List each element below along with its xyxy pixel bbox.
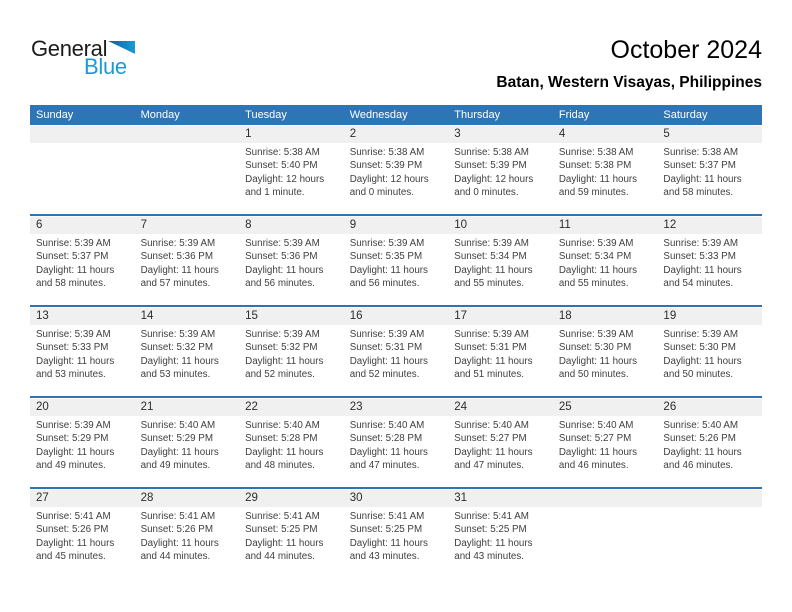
sunrise-text: Sunrise: 5:39 AM — [36, 329, 111, 340]
week-row — [30, 487, 762, 578]
day-number: 15 — [245, 310, 258, 322]
day-cell — [448, 325, 553, 396]
calendar-table — [30, 105, 762, 578]
day-number-band — [30, 126, 762, 143]
day-cell — [553, 416, 658, 487]
sunset-text: Sunset: 5:36 PM — [140, 251, 213, 263]
daylight-text-line1: Daylight: 11 hours — [245, 264, 324, 276]
sunset-text: Sunset: 5:31 PM — [454, 342, 527, 354]
sunset-text: Sunset: 5:26 PM — [140, 524, 213, 536]
sunrise-text: Sunrise: 5:38 AM — [663, 147, 739, 158]
week-content-row — [30, 325, 762, 396]
day-number: 12 — [663, 219, 677, 231]
day-cell — [135, 325, 240, 396]
daylight-text-line1: Daylight: 11 hours — [454, 264, 533, 276]
sunset-text: Sunset: 5:32 PM — [140, 342, 213, 354]
sunrise-text: Sunrise: 5:39 AM — [245, 238, 320, 249]
day-number: 21 — [140, 401, 154, 413]
empty-day-number — [657, 490, 762, 507]
sunset-text: Sunset: 5:27 PM — [454, 433, 527, 445]
day-number: 28 — [140, 492, 154, 504]
logo-text-blue: Blue — [84, 54, 127, 79]
general-blue-logo — [31, 36, 135, 80]
day-cell — [135, 507, 240, 578]
sunset-text: Sunset: 5:30 PM — [663, 342, 736, 354]
day-number: 14 — [140, 310, 154, 322]
sunrise-text: Sunrise: 5:39 AM — [140, 238, 216, 249]
empty-day-number — [553, 490, 658, 507]
daylight-text-line2: and 43 minutes. — [349, 551, 420, 563]
sunrise-text: Sunrise: 5:40 AM — [663, 420, 739, 431]
day-cell — [344, 507, 449, 578]
day-number: 9 — [349, 219, 357, 231]
daylight-text-line1: Daylight: 11 hours — [36, 264, 115, 276]
empty-day-number — [30, 126, 135, 143]
daylight-text-line1: Daylight: 11 hours — [454, 355, 533, 367]
daylight-text-line2: and 47 minutes. — [454, 460, 524, 472]
day-number: 4 — [558, 128, 566, 140]
sunrise-text: Sunrise: 5:40 AM — [454, 420, 529, 431]
daylight-text-line1: Daylight: 11 hours — [140, 537, 219, 549]
week-content-row — [30, 143, 762, 214]
title-block — [496, 36, 762, 92]
daylight-text-line2: and 58 minutes. — [663, 187, 734, 199]
sunset-text: Sunset: 5:25 PM — [454, 524, 527, 536]
daylight-text-line2: and 59 minutes. — [558, 187, 629, 199]
week-content-row — [30, 507, 762, 578]
sunrise-text: Sunrise: 5:41 AM — [454, 511, 529, 522]
daylight-text-line2: and 44 minutes. — [140, 551, 211, 563]
week-row — [30, 126, 762, 214]
sunset-text: Sunset: 5:40 PM — [245, 160, 318, 172]
sunrise-text: Sunrise: 5:39 AM — [454, 329, 529, 340]
week-content-row — [30, 234, 762, 305]
empty-day-cell — [135, 143, 240, 214]
sunset-text: Sunset: 5:25 PM — [245, 524, 318, 536]
day-cell — [553, 325, 658, 396]
empty-day-number — [135, 126, 240, 143]
daylight-text-line2: and 49 minutes. — [36, 460, 106, 472]
day-cell — [344, 416, 449, 487]
week-content-row — [30, 416, 762, 487]
day-number: 18 — [558, 310, 572, 322]
daylight-text-line2: and 55 minutes. — [454, 278, 524, 290]
day-number: 17 — [454, 310, 468, 322]
day-number: 25 — [558, 401, 572, 413]
day-number: 11 — [558, 219, 571, 231]
sunset-text: Sunset: 5:26 PM — [663, 433, 736, 445]
sunrise-text: Sunrise: 5:39 AM — [558, 238, 634, 249]
day-number: 27 — [36, 492, 49, 504]
daylight-text-line2: and 44 minutes. — [245, 551, 315, 563]
sunrise-text: Sunrise: 5:40 AM — [245, 420, 320, 431]
day-cell — [448, 234, 553, 305]
daylight-text-line1: Daylight: 11 hours — [663, 446, 742, 458]
sunrise-text: Sunrise: 5:40 AM — [140, 420, 216, 431]
day-cell — [30, 416, 135, 487]
daylight-text-line1: Daylight: 11 hours — [140, 446, 219, 458]
day-number: 7 — [140, 219, 147, 231]
day-number: 24 — [454, 401, 468, 413]
day-number: 30 — [349, 492, 363, 504]
sunrise-text: Sunrise: 5:39 AM — [36, 420, 111, 431]
weekday-label: Wednesday — [349, 109, 408, 121]
sunset-text: Sunset: 5:26 PM — [36, 524, 109, 536]
daylight-text-line2: and 47 minutes. — [349, 460, 420, 472]
sunset-text: Sunset: 5:28 PM — [245, 433, 318, 445]
empty-day-cell — [553, 507, 658, 578]
sunset-text: Sunset: 5:34 PM — [454, 251, 527, 263]
sunset-text: Sunset: 5:35 PM — [349, 251, 423, 263]
sunset-text: Sunset: 5:28 PM — [349, 433, 423, 445]
daylight-text-line2: and 50 minutes. — [663, 369, 734, 381]
sunset-text: Sunset: 5:29 PM — [36, 433, 109, 445]
day-cell — [657, 325, 762, 396]
daylight-text-line1: Daylight: 11 hours — [140, 355, 219, 367]
sunrise-text: Sunrise: 5:41 AM — [349, 511, 425, 522]
daylight-text-line1: Daylight: 11 hours — [663, 173, 742, 185]
day-number: 19 — [663, 310, 677, 322]
day-number-band — [30, 490, 762, 507]
daylight-text-line2: and 1 minute. — [245, 187, 305, 199]
day-cell — [448, 507, 553, 578]
daylight-text-line1: Daylight: 12 hours — [349, 173, 429, 185]
day-cell — [30, 325, 135, 396]
location-subtitle: Batan, Western Visayas, Philippines — [496, 74, 762, 91]
sunrise-text: Sunrise: 5:40 AM — [349, 420, 425, 431]
weekday-label: Sunday — [36, 109, 74, 121]
empty-day-cell — [30, 143, 135, 214]
sunrise-text: Sunrise: 5:39 AM — [349, 238, 425, 249]
sunrise-text: Sunrise: 5:38 AM — [245, 147, 320, 158]
daylight-text-line1: Daylight: 12 hours — [245, 173, 325, 185]
daylight-text-line2: and 52 minutes. — [349, 369, 420, 381]
sunset-text: Sunset: 5:31 PM — [349, 342, 423, 354]
day-cell — [30, 234, 135, 305]
daylight-text-line2: and 54 minutes. — [663, 278, 734, 290]
sunset-text: Sunset: 5:39 PM — [454, 160, 527, 172]
daylight-text-line1: Daylight: 11 hours — [36, 355, 115, 367]
day-number: 20 — [36, 401, 49, 413]
daylight-text-line1: Daylight: 11 hours — [245, 355, 324, 367]
day-cell — [239, 325, 344, 396]
day-cell — [553, 234, 658, 305]
sunset-text: Sunset: 5:37 PM — [36, 251, 109, 263]
daylight-text-line1: Daylight: 11 hours — [245, 446, 324, 458]
sunset-text: Sunset: 5:27 PM — [558, 433, 632, 445]
daylight-text-line2: and 56 minutes. — [245, 278, 315, 290]
daylight-text-line1: Daylight: 11 hours — [140, 264, 219, 276]
day-number: 16 — [349, 310, 363, 322]
weekday-label: Saturday — [663, 109, 708, 121]
daylight-text-line2: and 0 minutes. — [454, 187, 519, 199]
day-cell — [239, 143, 344, 214]
sunrise-text: Sunrise: 5:41 AM — [245, 511, 320, 522]
week-row — [30, 305, 762, 396]
daylight-text-line2: and 56 minutes. — [349, 278, 420, 290]
daylight-text-line2: and 52 minutes. — [245, 369, 315, 381]
weekday-label: Thursday — [454, 109, 501, 121]
day-cell — [239, 416, 344, 487]
weekday-label: Tuesday — [245, 109, 287, 121]
day-cell — [30, 507, 135, 578]
daylight-text-line1: Daylight: 11 hours — [558, 355, 638, 367]
weekday-label: Monday — [140, 109, 180, 121]
daylight-text-line2: and 43 minutes. — [454, 551, 524, 563]
day-number: 10 — [454, 219, 468, 231]
day-cell — [657, 416, 762, 487]
sunset-text: Sunset: 5:30 PM — [558, 342, 632, 354]
week-row — [30, 214, 762, 305]
sunrise-text: Sunrise: 5:39 AM — [663, 329, 739, 340]
day-cell — [344, 234, 449, 305]
sunrise-text: Sunrise: 5:39 AM — [663, 238, 739, 249]
sunset-text: Sunset: 5:34 PM — [558, 251, 632, 263]
day-number-band — [30, 308, 762, 325]
daylight-text-line2: and 55 minutes. — [558, 278, 629, 290]
day-cell — [657, 234, 762, 305]
empty-day-cell — [657, 507, 762, 578]
sunrise-text: Sunrise: 5:38 AM — [349, 147, 425, 158]
day-number: 31 — [454, 492, 468, 504]
sunrise-text: Sunrise: 5:39 AM — [245, 329, 320, 340]
sunrise-text: Sunrise: 5:38 AM — [558, 147, 634, 158]
daylight-text-line1: Daylight: 11 hours — [349, 264, 428, 276]
sunrise-text: Sunrise: 5:38 AM — [454, 147, 529, 158]
day-cell — [448, 416, 553, 487]
logo-text-general: General — [31, 36, 108, 61]
sunrise-text: Sunrise: 5:41 AM — [36, 511, 111, 522]
sunset-text: Sunset: 5:37 PM — [663, 160, 736, 172]
day-cell — [239, 234, 344, 305]
day-number: 1 — [245, 128, 252, 140]
day-cell — [239, 507, 344, 578]
sunset-text: Sunset: 5:25 PM — [349, 524, 423, 536]
day-number: 26 — [663, 401, 677, 413]
sunrise-text: Sunrise: 5:39 AM — [454, 238, 529, 249]
sunrise-text: Sunrise: 5:39 AM — [349, 329, 425, 340]
sunset-text: Sunset: 5:38 PM — [558, 160, 632, 172]
day-number: 23 — [349, 401, 363, 413]
day-cell — [135, 234, 240, 305]
daylight-text-line2: and 53 minutes. — [36, 369, 106, 381]
day-number: 5 — [663, 128, 670, 140]
week-row — [30, 396, 762, 487]
day-cell — [657, 143, 762, 214]
day-number: 8 — [245, 219, 252, 231]
daylight-text-line1: Daylight: 11 hours — [36, 446, 115, 458]
sunrise-text: Sunrise: 5:40 AM — [558, 420, 634, 431]
daylight-text-line2: and 53 minutes. — [140, 369, 211, 381]
day-number-band — [30, 399, 762, 416]
day-cell — [553, 143, 658, 214]
weekday-header-row — [30, 105, 762, 125]
day-cell — [135, 416, 240, 487]
daylight-text-line1: Daylight: 11 hours — [454, 537, 533, 549]
daylight-text-line2: and 51 minutes. — [454, 369, 524, 381]
daylight-text-line1: Daylight: 11 hours — [349, 446, 428, 458]
sunset-text: Sunset: 5:33 PM — [663, 251, 736, 263]
sunset-text: Sunset: 5:29 PM — [140, 433, 213, 445]
sunrise-text: Sunrise: 5:39 AM — [558, 329, 634, 340]
logo-triangle-icon — [108, 41, 135, 54]
daylight-text-line1: Daylight: 11 hours — [36, 537, 115, 549]
daylight-text-line2: and 48 minutes. — [245, 460, 315, 472]
day-number: 6 — [36, 219, 43, 231]
sunrise-text: Sunrise: 5:39 AM — [36, 238, 111, 249]
sunset-text: Sunset: 5:39 PM — [349, 160, 423, 172]
day-cell — [344, 143, 449, 214]
daylight-text-line1: Daylight: 11 hours — [349, 355, 428, 367]
daylight-text-line1: Daylight: 11 hours — [349, 537, 428, 549]
daylight-text-line2: and 58 minutes. — [36, 278, 106, 290]
daylight-text-line1: Daylight: 11 hours — [663, 264, 742, 276]
sunset-text: Sunset: 5:32 PM — [245, 342, 318, 354]
daylight-text-line2: and 49 minutes. — [140, 460, 211, 472]
calendar-weeks — [30, 126, 762, 578]
weekday-label: Friday — [558, 109, 590, 121]
daylight-text-line2: and 46 minutes. — [663, 460, 734, 472]
daylight-text-line1: Daylight: 11 hours — [558, 173, 638, 185]
day-number: 2 — [349, 128, 357, 140]
day-cell — [344, 325, 449, 396]
daylight-text-line1: Daylight: 11 hours — [558, 264, 638, 276]
daylight-text-line1: Daylight: 11 hours — [454, 446, 533, 458]
daylight-text-line1: Daylight: 11 hours — [558, 446, 638, 458]
daylight-text-line2: and 45 minutes. — [36, 551, 106, 563]
sunrise-text: Sunrise: 5:41 AM — [140, 511, 216, 522]
day-number-band — [30, 217, 762, 234]
daylight-text-line2: and 57 minutes. — [140, 278, 211, 290]
day-number: 3 — [454, 128, 461, 140]
day-cell — [448, 143, 553, 214]
daylight-text-line1: Daylight: 11 hours — [663, 355, 742, 367]
day-number: 22 — [245, 401, 258, 413]
daylight-text-line2: and 0 minutes. — [349, 187, 414, 199]
page-title: October 2024 — [610, 36, 762, 64]
daylight-text-line1: Daylight: 11 hours — [245, 537, 324, 549]
daylight-text-line2: and 46 minutes. — [558, 460, 629, 472]
sunrise-text: Sunrise: 5:39 AM — [140, 329, 216, 340]
daylight-text-line2: and 50 minutes. — [558, 369, 629, 381]
day-number: 13 — [36, 310, 49, 322]
daylight-text-line1: Daylight: 12 hours — [454, 173, 534, 185]
sunset-text: Sunset: 5:36 PM — [245, 251, 318, 263]
day-number: 29 — [245, 492, 258, 504]
sunset-text: Sunset: 5:33 PM — [36, 342, 109, 354]
